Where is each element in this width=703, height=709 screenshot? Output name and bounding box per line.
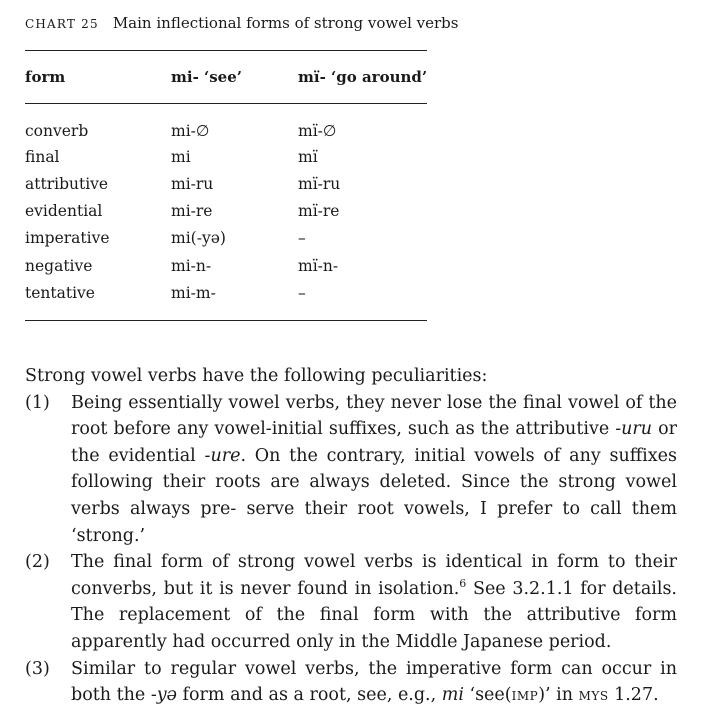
list-item: (1) Being essentially vowel verbs, they never lose the final vowel of the root before any vowel-initial suffixes, such as the attributive -uru or the evidential -ure. On the contrary, initial vowels of any suffixes following their roots are always deleted. Since the strong vowel verbs always pre- serve their root vowels, I prefer to call them ‘strong.’ (25, 390, 677, 550)
suffix-uru: -uru (615, 419, 653, 440)
cell-form: tentative (25, 284, 95, 302)
cell-mi: mi-m- (171, 284, 216, 302)
item-number: (3) (25, 658, 50, 679)
suffix-ya: -yə (150, 685, 177, 706)
word-mi: mi (441, 685, 464, 706)
cell-form: converb (25, 122, 89, 140)
chart-title: Main inflectional forms of strong vowel verbs (112, 14, 459, 32)
item-number: (1) (25, 392, 50, 413)
list-item: (3) Similar to regular vowel verbs, the imperative form can occur in both the -yə form and as a root, see, e.g., mi ‘see(imp)’ in mys 1.27. (25, 656, 677, 709)
chart-number: CHART 25 (25, 17, 99, 31)
cell-mi: mi(-yə) (171, 229, 226, 247)
cell-form: attributive (25, 175, 109, 193)
cell-mii: mï-ru (298, 175, 341, 193)
list-item: (2) The final form of strong vowel verbs is identical in form to their converbs, but it is never found in isolation.$^6$ See 3.2.1.1 for details. The replacement of the final form with the attributive form apparently had occurred only in the Middle Japanese period. (25, 549, 677, 655)
cell-mii: – (298, 284, 306, 302)
item-number: (2) (25, 552, 50, 573)
chart-caption (25, 14, 458, 32)
source-mys: mys (578, 685, 609, 706)
suffix-ure: -ure (204, 445, 241, 466)
cell-mii: mï-∅ (298, 122, 337, 140)
cell-mi: mi-∅ (171, 122, 210, 140)
cell-mii: mï-re (298, 202, 340, 220)
header-form: form (25, 68, 66, 86)
cell-mi: mi-n- (171, 257, 212, 275)
intro-sentence: Strong vowel verbs have the following peculiarities: (25, 366, 488, 386)
body-text (25, 363, 677, 709)
cell-mi: mi (171, 148, 191, 166)
header-mi-go-around: mï- ‘go around’ (298, 68, 428, 86)
table-top-rule (25, 50, 427, 51)
cell-mii: mï-n- (298, 257, 339, 275)
cell-form: final (25, 148, 60, 166)
cell-form: negative (25, 257, 93, 275)
cell-mii: mï (298, 148, 318, 166)
cell-form: imperative (25, 229, 110, 247)
cell-mii: – (298, 229, 306, 247)
cell-mi: mi-re (171, 202, 213, 220)
table-bottom-rule (25, 320, 427, 321)
cell-form: evidential (25, 202, 103, 220)
table-header-rule (25, 103, 427, 104)
gloss-imp: imp (511, 685, 539, 706)
footnote-marker[interactable]: 6 (459, 576, 467, 590)
cell-mi: mi-ru (171, 175, 214, 193)
header-mi-see: mi- ‘see’ (171, 68, 242, 86)
